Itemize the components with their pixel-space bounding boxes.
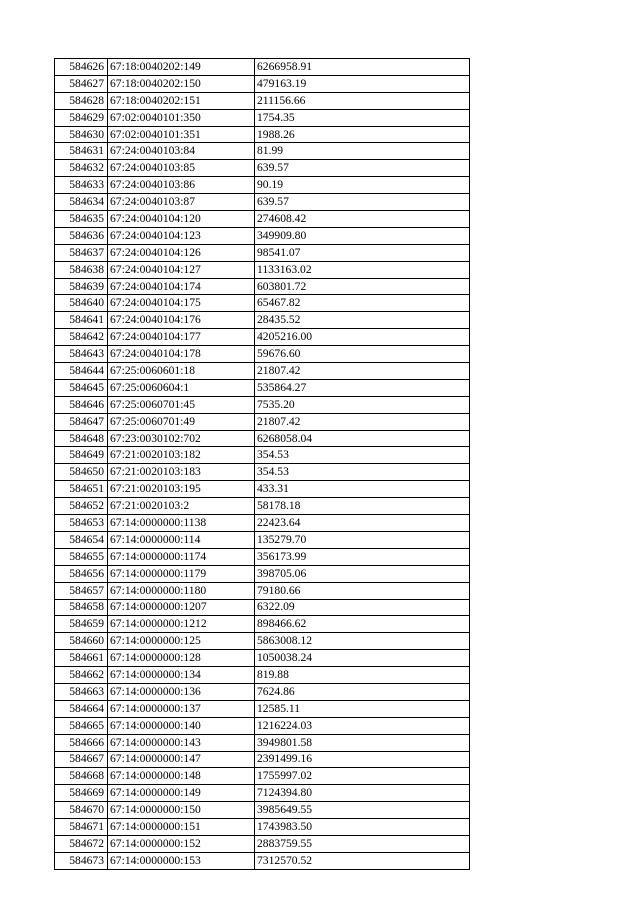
cadastral-number-cell: 67:14:0000000:125 (108, 633, 255, 650)
cadastral-number-cell: 67:24:0040104:175 (108, 295, 255, 312)
row-number-cell: 584645 (55, 379, 108, 396)
cadastral-number-cell: 67:14:0000000:153 (108, 852, 255, 869)
row-number-cell: 584641 (55, 312, 108, 329)
cadastral-value-cell: 21807.42 (255, 413, 470, 430)
row-number-cell: 584637 (55, 244, 108, 261)
cadastral-number-cell: 67:24:0040103:84 (108, 143, 255, 160)
row-number-cell: 584646 (55, 396, 108, 413)
table-row (55, 498, 470, 515)
table-row (55, 329, 470, 346)
row-number-cell: 584633 (55, 177, 108, 194)
cadastral-value-cell: 349909.80 (255, 227, 470, 244)
row-number-cell: 584639 (55, 278, 108, 295)
cadastral-number-cell: 67:02:0040101:351 (108, 126, 255, 143)
table-row (55, 531, 470, 548)
row-number-cell: 584640 (55, 295, 108, 312)
cadastral-value-table (54, 58, 470, 870)
table-row (55, 295, 470, 312)
table-row (55, 363, 470, 380)
row-number-cell: 584631 (55, 143, 108, 160)
table-row (55, 548, 470, 565)
cadastral-value-cell: 7624.86 (255, 683, 470, 700)
cadastral-value-cell: 7124394.80 (255, 785, 470, 802)
table-row (55, 768, 470, 785)
cadastral-number-cell: 67:14:0000000:114 (108, 531, 255, 548)
table-row (55, 177, 470, 194)
table-row (55, 244, 470, 261)
cadastral-value-cell: 1755997.02 (255, 768, 470, 785)
row-number-cell: 584657 (55, 582, 108, 599)
table-row (55, 126, 470, 143)
cadastral-value-cell: 1754.35 (255, 109, 470, 126)
cadastral-value-cell: 12585.11 (255, 700, 470, 717)
cadastral-number-cell: 67:14:0000000:1138 (108, 515, 255, 532)
cadastral-number-cell: 67:18:0040202:151 (108, 92, 255, 109)
cadastral-number-cell: 67:24:0040104:120 (108, 211, 255, 228)
row-number-cell: 584635 (55, 211, 108, 228)
cadastral-number-cell: 67:24:0040103:86 (108, 177, 255, 194)
row-number-cell: 584628 (55, 92, 108, 109)
table-row (55, 717, 470, 734)
table-row (55, 616, 470, 633)
cadastral-value-cell: 28435.52 (255, 312, 470, 329)
cadastral-value-cell: 639.57 (255, 194, 470, 211)
cadastral-value-cell: 3985649.55 (255, 802, 470, 819)
cadastral-number-cell: 67:21:0020103:195 (108, 481, 255, 498)
row-number-cell: 584649 (55, 447, 108, 464)
row-number-cell: 584669 (55, 785, 108, 802)
cadastral-number-cell: 67:21:0020103:182 (108, 447, 255, 464)
cadastral-number-cell: 67:14:0000000:1174 (108, 548, 255, 565)
cadastral-value-cell: 79180.66 (255, 582, 470, 599)
row-number-cell: 584638 (55, 261, 108, 278)
row-number-cell: 584626 (55, 59, 108, 76)
row-number-cell: 584653 (55, 515, 108, 532)
cadastral-value-cell: 354.53 (255, 447, 470, 464)
cadastral-number-cell: 67:25:0060701:49 (108, 413, 255, 430)
cadastral-value-cell: 7535.20 (255, 396, 470, 413)
cadastral-value-cell: 819.88 (255, 667, 470, 684)
table-row (55, 227, 470, 244)
table-row (55, 835, 470, 852)
table-row (55, 261, 470, 278)
table-row (55, 92, 470, 109)
cadastral-value-cell: 5863008.12 (255, 633, 470, 650)
table-row (55, 464, 470, 481)
cadastral-value-cell: 81.99 (255, 143, 470, 160)
cadastral-number-cell: 67:24:0040104:174 (108, 278, 255, 295)
cadastral-number-cell: 67:14:0000000:143 (108, 734, 255, 751)
row-number-cell: 584668 (55, 768, 108, 785)
row-number-cell: 584666 (55, 734, 108, 751)
cadastral-value-cell: 90.19 (255, 177, 470, 194)
row-number-cell: 584663 (55, 683, 108, 700)
cadastral-value-cell: 59676.60 (255, 346, 470, 363)
table-row (55, 599, 470, 616)
cadastral-value-cell: 354.53 (255, 464, 470, 481)
cadastral-number-cell: 67:14:0000000:134 (108, 667, 255, 684)
row-number-cell: 584648 (55, 430, 108, 447)
row-number-cell: 584651 (55, 481, 108, 498)
table-row (55, 413, 470, 430)
row-number-cell: 584662 (55, 667, 108, 684)
cadastral-number-cell: 67:14:0000000:152 (108, 835, 255, 852)
cadastral-value-cell: 1743983.50 (255, 819, 470, 836)
cadastral-number-cell: 67:24:0040104:177 (108, 329, 255, 346)
cadastral-number-cell: 67:25:0060604:1 (108, 379, 255, 396)
row-number-cell: 584632 (55, 160, 108, 177)
table-row (55, 802, 470, 819)
cadastral-number-cell: 67:18:0040202:150 (108, 75, 255, 92)
cadastral-number-cell: 67:24:0040104:127 (108, 261, 255, 278)
table-row (55, 278, 470, 295)
cadastral-number-cell: 67:14:0000000:150 (108, 802, 255, 819)
table-row (55, 515, 470, 532)
cadastral-number-cell: 67:23:0030102:702 (108, 430, 255, 447)
table-row (55, 194, 470, 211)
cadastral-number-cell: 67:24:0040104:123 (108, 227, 255, 244)
row-number-cell: 584654 (55, 531, 108, 548)
table-row (55, 379, 470, 396)
cadastral-value-cell: 639.57 (255, 160, 470, 177)
table-row (55, 734, 470, 751)
table-row (55, 160, 470, 177)
table-row (55, 751, 470, 768)
table-row (55, 75, 470, 92)
table-row (55, 447, 470, 464)
row-number-cell: 584658 (55, 599, 108, 616)
row-number-cell: 584630 (55, 126, 108, 143)
cadastral-number-cell: 67:14:0000000:149 (108, 785, 255, 802)
row-number-cell: 584671 (55, 819, 108, 836)
table-row (55, 59, 470, 76)
row-number-cell: 584644 (55, 363, 108, 380)
cadastral-value-cell: 898466.62 (255, 616, 470, 633)
cadastral-value-cell: 1133163.02 (255, 261, 470, 278)
row-number-cell: 584656 (55, 565, 108, 582)
cadastral-value-cell: 211156.66 (255, 92, 470, 109)
table-row (55, 582, 470, 599)
cadastral-value-cell: 274608.42 (255, 211, 470, 228)
cadastral-number-cell: 67:14:0000000:137 (108, 700, 255, 717)
row-number-cell: 584665 (55, 717, 108, 734)
cadastral-value-cell: 4205216.00 (255, 329, 470, 346)
cadastral-number-cell: 67:24:0040103:87 (108, 194, 255, 211)
table-row (55, 481, 470, 498)
row-number-cell: 584670 (55, 802, 108, 819)
cadastral-value-cell: 135279.70 (255, 531, 470, 548)
cadastral-value-cell: 479163.19 (255, 75, 470, 92)
cadastral-value-cell: 1216224.03 (255, 717, 470, 734)
cadastral-number-cell: 67:25:0060601:18 (108, 363, 255, 380)
row-number-cell: 584652 (55, 498, 108, 515)
cadastral-number-cell: 67:14:0000000:140 (108, 717, 255, 734)
cadastral-value-cell: 7312570.52 (255, 852, 470, 869)
cadastral-number-cell: 67:24:0040104:176 (108, 312, 255, 329)
cadastral-value-cell: 6266958.91 (255, 59, 470, 76)
row-number-cell: 584647 (55, 413, 108, 430)
cadastral-number-cell: 67:25:0060701:45 (108, 396, 255, 413)
table-row (55, 852, 470, 869)
cadastral-number-cell: 67:14:0000000:1179 (108, 565, 255, 582)
cadastral-value-cell: 21807.42 (255, 363, 470, 380)
table-row (55, 312, 470, 329)
row-number-cell: 584627 (55, 75, 108, 92)
cadastral-number-cell: 67:18:0040202:149 (108, 59, 255, 76)
cadastral-value-cell: 22423.64 (255, 515, 470, 532)
cadastral-number-cell: 67:14:0000000:148 (108, 768, 255, 785)
cadastral-number-cell: 67:24:0040104:126 (108, 244, 255, 261)
cadastral-value-cell: 1050038.24 (255, 650, 470, 667)
table-row (55, 396, 470, 413)
cadastral-value-cell: 65467.82 (255, 295, 470, 312)
table-row (55, 346, 470, 363)
cadastral-number-cell: 67:24:0040103:85 (108, 160, 255, 177)
cadastral-number-cell: 67:21:0020103:183 (108, 464, 255, 481)
cadastral-value-cell: 356173.99 (255, 548, 470, 565)
row-number-cell: 584672 (55, 835, 108, 852)
cadastral-value-cell: 1988.26 (255, 126, 470, 143)
cadastral-value-cell: 603801.72 (255, 278, 470, 295)
table-row (55, 683, 470, 700)
cadastral-value-cell: 398705.06 (255, 565, 470, 582)
cadastral-value-cell: 2391499.16 (255, 751, 470, 768)
table-body (55, 59, 470, 870)
table-row (55, 143, 470, 160)
cadastral-number-cell: 67:14:0000000:1212 (108, 616, 255, 633)
cadastral-value-cell: 6268058.04 (255, 430, 470, 447)
table-row (55, 565, 470, 582)
cadastral-number-cell: 67:14:0000000:147 (108, 751, 255, 768)
cadastral-number-cell: 67:14:0000000:1180 (108, 582, 255, 599)
row-number-cell: 584673 (55, 852, 108, 869)
row-number-cell: 584642 (55, 329, 108, 346)
cadastral-value-cell: 58178.18 (255, 498, 470, 515)
row-number-cell: 584660 (55, 633, 108, 650)
cadastral-number-cell: 67:21:0020103:2 (108, 498, 255, 515)
cadastral-value-cell: 433.31 (255, 481, 470, 498)
row-number-cell: 584629 (55, 109, 108, 126)
cadastral-value-cell: 98541.07 (255, 244, 470, 261)
cadastral-number-cell: 67:24:0040104:178 (108, 346, 255, 363)
table-row (55, 211, 470, 228)
table-row (55, 650, 470, 667)
row-number-cell: 584659 (55, 616, 108, 633)
table-row (55, 785, 470, 802)
row-number-cell: 584650 (55, 464, 108, 481)
table-row (55, 109, 470, 126)
cadastral-number-cell: 67:02:0040101:350 (108, 109, 255, 126)
table-row (55, 430, 470, 447)
row-number-cell: 584636 (55, 227, 108, 244)
row-number-cell: 584643 (55, 346, 108, 363)
cadastral-number-cell: 67:14:0000000:136 (108, 683, 255, 700)
table-row (55, 700, 470, 717)
cadastral-number-cell: 67:14:0000000:151 (108, 819, 255, 836)
cadastral-number-cell: 67:14:0000000:128 (108, 650, 255, 667)
row-number-cell: 584655 (55, 548, 108, 565)
cadastral-value-cell: 2883759.55 (255, 835, 470, 852)
table-row (55, 667, 470, 684)
row-number-cell: 584664 (55, 700, 108, 717)
row-number-cell: 584634 (55, 194, 108, 211)
table-row (55, 819, 470, 836)
cadastral-value-cell: 3949801.58 (255, 734, 470, 751)
cadastral-value-cell: 6322.09 (255, 599, 470, 616)
row-number-cell: 584667 (55, 751, 108, 768)
cadastral-value-cell: 535864.27 (255, 379, 470, 396)
row-number-cell: 584661 (55, 650, 108, 667)
cadastral-number-cell: 67:14:0000000:1207 (108, 599, 255, 616)
table-row (55, 633, 470, 650)
